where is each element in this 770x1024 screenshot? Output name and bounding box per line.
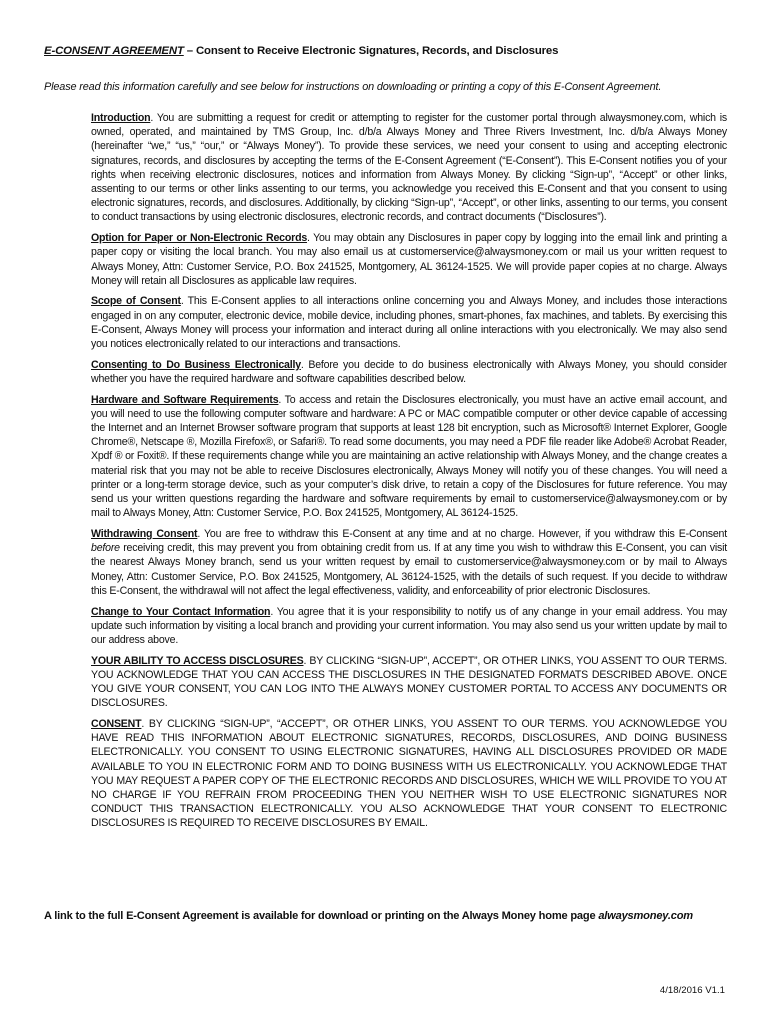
section-heading: Consenting to Do Business Electronically	[91, 358, 301, 371]
site-link[interactable]: alwaysmoney.com	[598, 910, 693, 922]
section-hardware-software	[91, 393, 727, 521]
section-text: receiving credit, this may prevent you from obtaining credit from us. If at any time you wish to withdraw this E-Consent, you can visit the nearest Always Money branch, send us your written request by email to customerservice@alwaysmoney.com or by mail to Always Money, Attn: Customer Service, P.O. Box 241525, Montgomery, AL 36124-1525, with the details of such request. If you decide to withdraw this E-Consent, the withdrawal will not affect the legal effectiveness, validity, and enforceability of prior electronic Disclosures.	[91, 542, 727, 597]
instruction-note: Please read this information carefully and see below for instructions on downloading or printing a copy of this E-Consent Agreement.	[44, 81, 662, 93]
section-contact-change	[91, 605, 727, 648]
title-emphasis: E-CONSENT AGREEMENT	[44, 45, 184, 57]
section-heading: CONSENT	[91, 717, 142, 730]
section-text: . You are free to withdraw this E-Consent at any time and at no charge. However, if you withdraw this E-Consent	[197, 527, 727, 540]
section-heading: Introduction	[91, 112, 151, 124]
section-text: . You agree that it is your responsibility to notify us of any change in your email address. You may update such information by visiting a local branch and providing your current information. You may also send us your written update by mail to our address above.	[91, 605, 727, 646]
section-heading: Change to Your Contact Information	[91, 605, 271, 618]
section-text: . Before you decide to do business electronically with Always Money, you should consider whether you have the required hardware and software capabilities described below.	[91, 358, 727, 385]
section-scope	[91, 294, 727, 351]
section-heading: Hardware and Software Requirements	[91, 393, 279, 406]
section-heading: YOUR ABILITY TO ACCESS DISCLOSURES	[91, 654, 304, 667]
version-label: 4/18/2016 V1.1	[659, 985, 725, 996]
section-heading: Option for Paper or Non-Electronic Records	[91, 232, 308, 245]
section-paper-records	[91, 231, 727, 288]
download-note	[44, 909, 744, 923]
section-text: . BY CLICKING “SIGN-UP”, ACCEPT”, OR OTHER LINKS, YOU ASSENT TO OUR TERMS. YOU ACKNOWLEDGE THAT YOU CAN ACCESS THE DISCLOSURES IN THE DESIGNATED FORMATS DESCRIBED ABOVE. ONCE YOU GIVE YOUR CONSENT, YOU CAN LOG INTO THE ALWAYS MONEY CUSTOMER PORTAL TO ACCESS ANY DOCUMENTS OR DISCLOSURES.	[91, 654, 727, 710]
section-access-disclosures	[91, 654, 727, 711]
section-consent	[91, 717, 727, 831]
download-note-text: A link to the full E-Consent Agreement is available for download or printing on the Always Money home page	[44, 910, 599, 922]
section-text: . This E-Consent applies to all interactions online concerning you and Always Money, and includes those interactions engaged in on any computer, electronic device, mobile device, including phones, smart-phones, fax machines, and tablets. By exercising this E-Consent, Always Money will process your information and interact during all online interactions with you electronically. We may also send you notices electronically related to our interactions and transactions.	[91, 295, 727, 351]
section-text-italic: before	[91, 542, 120, 555]
agreement-body	[91, 111, 727, 837]
section-text: . To access and retain the Disclosures electronically, you must have an active email account, and you will need to use the following computer software and hardware: A PC or MAC compatible computer or other device capable of accessing the Internet and an Internet Browser software program that supports at least 128 bit encryption, such as Microsoft® Internet Explorer, Google Chrome®, Netscape ®, Mozilla Firefox®, or Safari®. To read some documents, you may need a PDF file reader like Adobe® Acrobat Reader, Xpdf ® or Foxit®. If these requirements change while you are maintaining an active relationship with Always Money, and the change creates a material risk that you may not be able to receive Disclosures electronically, Always Money will notify you of these changes. You will need a printer or a long-term storage device, such as your computer’s disk drive, to retain a copy of the Disclosures for future reference. You may send us your written questions regarding the hardware and software requirements by email to customerservice@alwaysmoney.com or by mail to Always Money, Attn: Customer Service, P.O. Box 241525, Montgomery, AL 36124-1525.	[91, 393, 727, 520]
section-heading: Withdrawing Consent	[91, 527, 198, 540]
section-consenting	[91, 358, 727, 386]
section-heading: Scope of Consent	[91, 295, 181, 308]
section-introduction	[91, 111, 727, 225]
section-text: . You may obtain any Disclosures in paper copy by logging into the email link and printing a paper copy or visiting the local branch. You may also email us at customerservice@alwaysmoney.com or mail us your written request to Always Money, Attn: Customer Service, P.O. Box 241525, Montgomery, AL 36124-1525. We will provide paper copies at no charge. Always Money will retain all Disclosures as applicable law requires.	[91, 232, 727, 287]
document-title	[44, 44, 734, 58]
section-withdrawing	[91, 527, 727, 598]
section-text: . You are submitting a request for credit or attempting to register for the customer portal through alwaysmoney.com, which is owned, operated, and maintained by TMS Group, Inc. d/b/a Always Money and Three Rivers Investment, Inc. d/b/a Always Money (hereinafter “we,” “us,” “our,” or “Always Money”). To provide these services, we need your consent to using and accepting electronic signatures, records, and disclosures by accepting the terms of the E-Consent Agreement (“E-Consent”). This E-Consent notifies you of your rights when receiving electronic disclosures, notices and information from Always Money. By clicking “Sign-up”, “Accept” or other links, assenting to our terms or other links assenting to our terms, you acknowledge you received this E-Consent and that you consent to using electronic signatures, records, and disclosures. Additionally, by clicking “Sign-up”, “Accept”, or other links, assenting to our terms, you consent to conduct transactions by using electronic disclosures, electronic records, and contract documents (“Disclosures”).	[91, 112, 727, 224]
section-text: . BY CLICKING “SIGN-UP”, “ACCEPT”, OR OTHER LINKS, YOU ASSENT TO OUR TERMS. YOU ACKNOWLEDGE YOU HAVE READ THIS INFORMATION ABOUT ELECTRONIC SIGNATURES, RECORDS, DISCLOSURES, AND DOING BUSINESS ELECTRONICALLY. YOU CONSENT TO USING ELECTRONIC SIGNATURES, HAVING ALL DISCLOSURES PROVIDED OR MADE AVAILABLE TO YOU IN ELECTRONIC FORM AND TO DOING BUSINESS WITH US ELECTRONICALLY. YOU ACKNOWLEDGE THAT YOU MAY REQUEST A PAPER COPY OF THE ELECTRONIC RECORDS AND DISCLOSURES, WHICH WE WILL PROVIDE TO YOU AT NO CHARGE IF YOU REFRAIN FROM PROCEEDING THEN YOU NEITHER WISH TO USE ELECTRONIC SIGNATURES NOR CONDUCT THIS TRANSACTION ELECTRONICALLY. YOU ALSO ACKNOWLEDGE THAT YOUR CONSENT TO ELECTRONIC DISCLOSURES IS REQUIRED TO RECEIVE DISCLOSURES BY EMAIL.	[91, 717, 727, 830]
title-subtitle: – Consent to Receive Electronic Signatures, Records, and Disclosures	[183, 45, 559, 57]
